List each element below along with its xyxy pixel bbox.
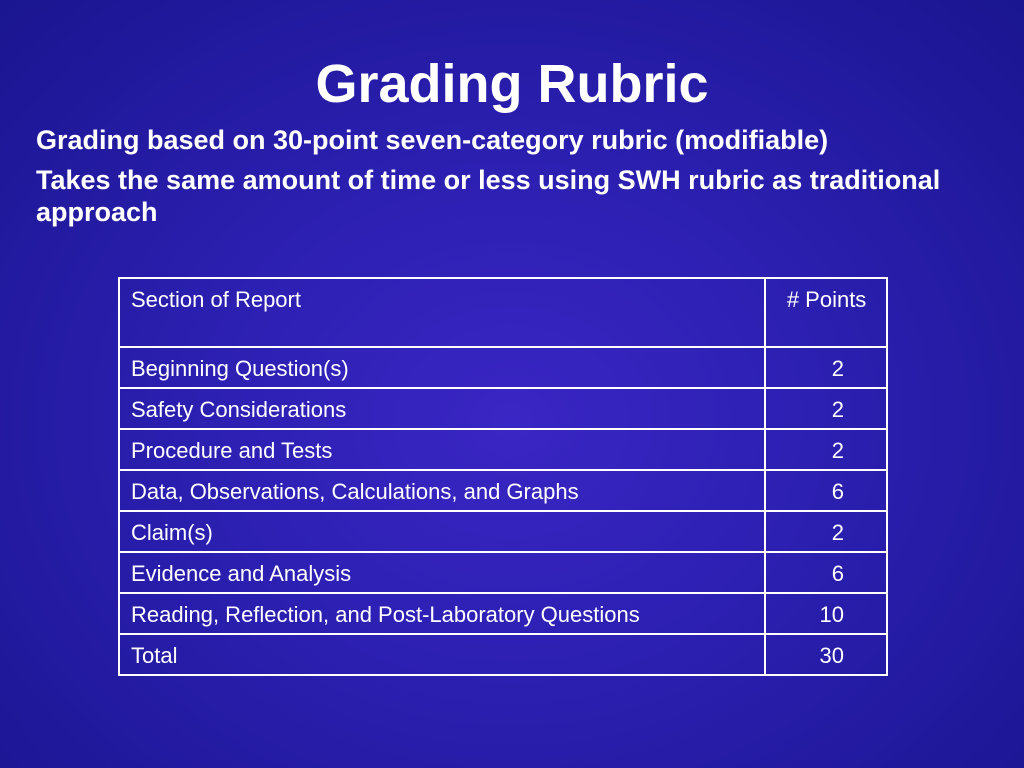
points-cell: 10: [765, 593, 887, 634]
table-row: [119, 593, 887, 634]
section-cell: Procedure and Tests: [119, 429, 765, 470]
section-cell: Safety Considerations: [119, 388, 765, 429]
table-row: [119, 470, 887, 511]
header-section: Section of Report: [119, 278, 765, 347]
table-row: [119, 347, 887, 388]
table-header-row: [119, 278, 887, 347]
section-cell: Claim(s): [119, 511, 765, 552]
points-cell: 30: [765, 634, 887, 675]
bullet-item: Grading based on 30-point seven-category rubric (modifiable): [36, 125, 829, 155]
table-row-total: [119, 634, 887, 675]
slide-title: Grading Rubric: [315, 54, 709, 114]
section-cell: Total: [119, 634, 765, 675]
header-points: # Points: [765, 278, 887, 347]
points-cell: 2: [765, 347, 887, 388]
points-cell: 6: [765, 470, 887, 511]
section-cell: Data, Observations, Calculations, and Graphs: [119, 470, 765, 511]
points-cell: 6: [765, 552, 887, 593]
table-row: [119, 429, 887, 470]
section-cell: Evidence and Analysis: [119, 552, 765, 593]
rubric-table: [118, 277, 888, 676]
bullet-item: Takes the same amount of time or less using SWH rubric as traditional approach: [36, 165, 941, 227]
table-row: [119, 552, 887, 593]
points-cell: 2: [765, 511, 887, 552]
table-row: [119, 388, 887, 429]
section-cell: Reading, Reflection, and Post-Laboratory Questions: [119, 593, 765, 634]
points-cell: 2: [765, 388, 887, 429]
section-cell: Beginning Question(s): [119, 347, 765, 388]
bullet-list: [36, 124, 976, 236]
points-cell: 2: [765, 429, 887, 470]
table-row: [119, 511, 887, 552]
